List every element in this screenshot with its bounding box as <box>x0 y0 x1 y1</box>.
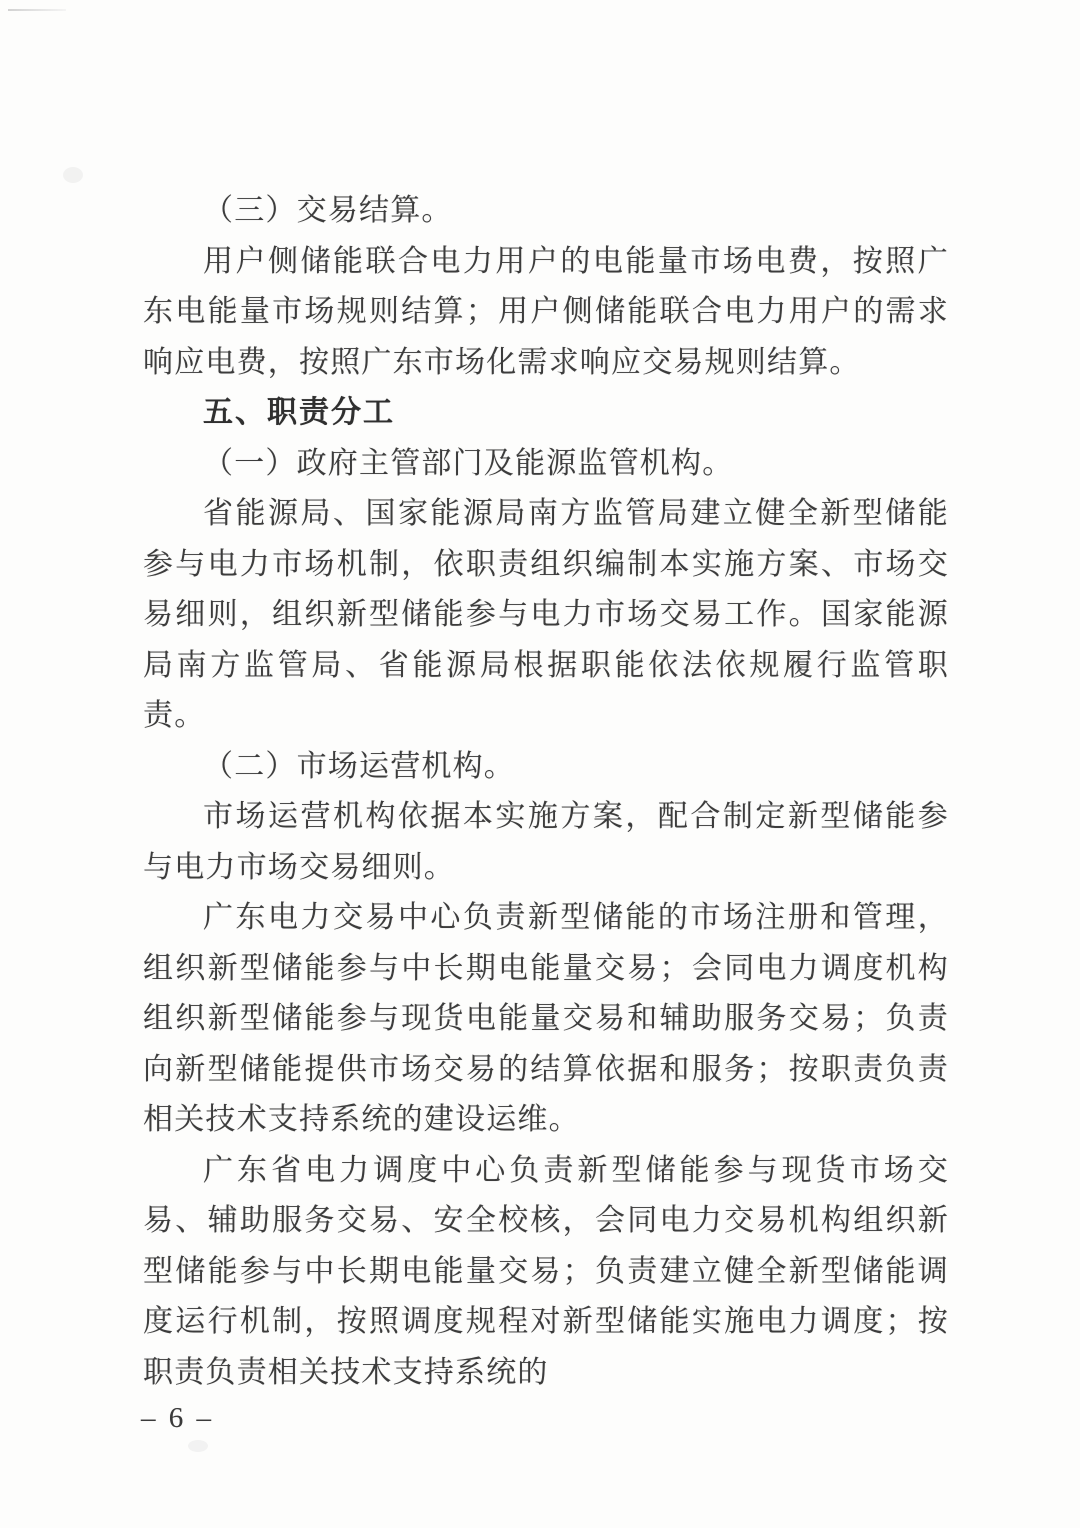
paragraph-settlement-body: 用户侧储能联合电力用户的电能量市场电费，按照广东电能量市场规则结算；用户侧储能联合电力用户的需求响应电费，按照广东市场化需求响应交易规则结算。 <box>143 244 949 379</box>
sub-heading-market-operator: （二）市场运营机构。 <box>203 749 515 783</box>
section-heading-duties: 五、职责分工 <box>203 396 395 429</box>
paragraph-government-body: 省能源局、国家能源局南方监管局建立健全新型储能参与电力市场机制，依职责组织编制本实施方案、市场交易细则，组织新型储能参与电力市场交易工作。国家能源局南方监管局、省能源局根据职能依法依规履行监管职责。 <box>143 497 949 732</box>
scan-artifact-smudge <box>63 167 83 183</box>
paragraph-power-exchange-body: 广东电力交易中心负责新型储能的市场注册和管理，组织新型储能参与中长期电能量交易；会同电力调度机构组织新型储能参与现货电能量交易和辅助服务交易；负责向新型储能提供市场交易的结算依据和服务；按职责负责相关技术支持系统的建设运维。 <box>143 901 949 1136</box>
scan-artifact-smudge <box>188 1440 208 1452</box>
sub-heading-government: （一）政府主管部门及能源监管机构。 <box>203 446 734 480</box>
paragraph-market-operator-body: 市场运营机构依据本实施方案，配合制定新型储能参与电力市场交易细则。 <box>143 800 949 884</box>
page-number: – 6 – <box>141 1402 214 1434</box>
paragraph-dispatch-center-body: 广东省电力调度中心负责新型储能参与现货市场交易、辅助服务交易、安全校核，会同电力交易机构组织新型储能参与中长期电能量交易；负责建立健全新型储能调度运行机制，按照调度规程对新型储能实施电力调度；按职责负责相关技术支持系统的 <box>143 1153 949 1389</box>
sub-heading-settlement: （三）交易结算。 <box>203 194 453 227</box>
document-body <box>143 186 949 1398</box>
scan-artifact-line <box>8 9 66 11</box>
